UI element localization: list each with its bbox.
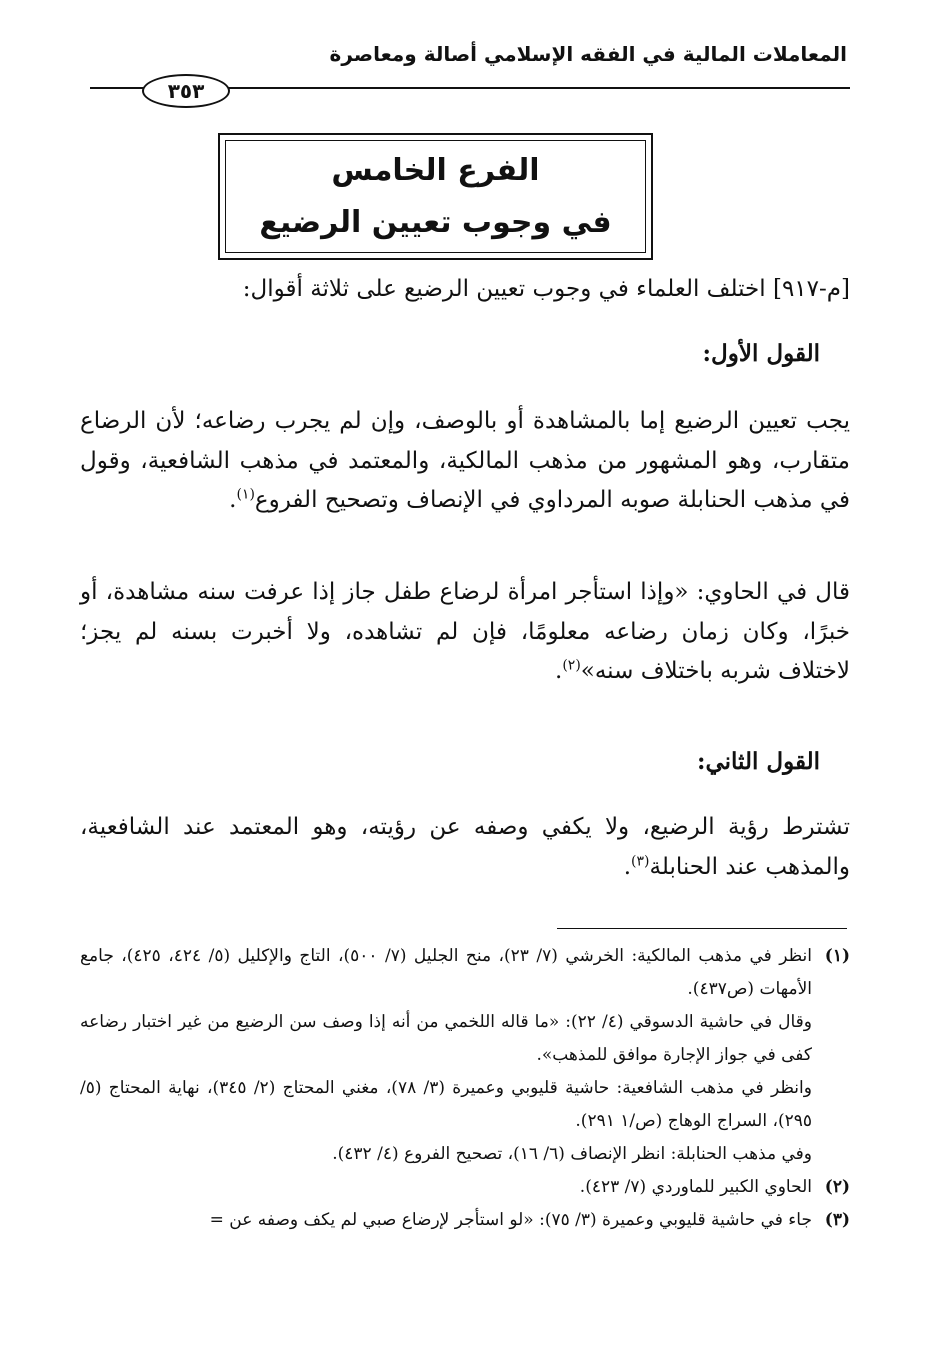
footnote-1-number: (١)	[824, 946, 850, 966]
intro-text: [م-٩١٧] اختلف العلماء في وجوب تعيين الرضيع على ثلاثة أقوال:	[242, 276, 850, 302]
footnote-1-para-3: وانظر في مذهب الشافعية: حاشية قليوبي وعميرة (٣/ ٧٨)، مغني المحتاج (٢/ ٣٤٥)، نهاية المحتاج (٥/ ٢٩٥)، السراج الوهاج (ص/١ ٢٩١).	[80, 1078, 812, 1131]
section-title-line-2: في وجوب تعيين الرضيع	[259, 204, 612, 240]
footnote-1-para-4: وفي مذهب الحنابلة: انظر الإنصاف (٦/ ١٦)، تصحيح الفروع (٤/ ٤٣٢).	[332, 1144, 812, 1164]
paragraph-second-opinion-text: تشترط رؤية الرضيع، ولا يكفي وصفه عن رؤيته، وهو المعتمد عند الشافعية، والمذهب عند الحنابلة	[80, 814, 850, 880]
paragraph-first-opinion-end: .	[229, 487, 237, 514]
footnote-ref-1: (١)	[236, 486, 255, 503]
paragraph-hawi-quote	[80, 573, 850, 692]
paragraph-hawi-quote-end: .	[555, 658, 563, 685]
paragraph-second-opinion-end: .	[623, 853, 632, 880]
paragraph-first-opinion	[80, 402, 850, 521]
footnotes	[80, 940, 850, 1237]
footnote-2	[80, 1171, 850, 1204]
footnote-2-text: الحاوي الكبير للماوردي (٧/ ٤٢٣).	[579, 1177, 812, 1197]
footnote-1-para-2: وقال في حاشية الدسوقي (٤/ ٢٢): «ما قاله اللخمي من أنه إذا وصف سن الرضيع من غير اختبار رضاعه كفى في جواز الإجارة موافق للمذهب».	[80, 1012, 812, 1065]
intro-paragraph	[80, 272, 850, 308]
footnote-1-text: انظر في مذهب المالكية: الخرشي (٧/ ٢٣)، منح الجليل (٧/ ٥٠٠)، التاج والإكليل (٥/ ٤٢٤، ٤٢٥)، جامع الأمهات (ص٤٣٧).	[80, 946, 813, 999]
footnote-3	[80, 1204, 850, 1237]
heading-first-opinion: القول الأول:	[702, 340, 820, 367]
footnote-ref-3: (٣)	[631, 852, 650, 869]
footnote-3-number: (٣)	[824, 1210, 850, 1230]
footnote-ref-2: (٢)	[562, 657, 581, 674]
footnote-2-number: (٢)	[824, 1177, 850, 1197]
footnote-separator	[557, 928, 847, 929]
footnote-3-text: جاء في حاشية قليوبي وعميرة (٣/ ٧٥): «لو استأجر لإرضاع صبي لم يكف وصفه عن =	[209, 1210, 812, 1230]
paragraph-hawi-quote-text: قال في الحاوي: «وإذا استأجر امرأة لرضاع طفل جاز إذا عرفت سنه مشاهدة، أو خبرًا، وكان زمان رضاعه معلومًا، فإن لم تشاهده، ولا أخبرت بسنه لم يجز؛ لاختلاف شربه باختلاف سنه»	[80, 579, 850, 685]
paragraph-second-opinion	[80, 808, 850, 887]
heading-second-opinion: القول الثاني:	[696, 748, 820, 775]
section-title-line-1: الفرع الخامس	[331, 152, 540, 188]
footnote-1	[80, 940, 850, 1006]
paragraph-first-opinion-text: يجب تعيين الرضيع إما بالمشاهدة أو بالوصف، وإن لم يجرب رضاعه؛ لأن الرضاع متقارب، وهو المشهور من مذهب المالكية، والمعتمد في مذهب الشافعية، وقول في مذهب الحنابلة صوبه المرداوي في الإنصاف وتصحيح الفروع	[80, 408, 850, 514]
section-title-frame	[218, 133, 653, 260]
running-title: المعاملات المالية في الفقه الإسلامي أصالة ومعاصرة	[329, 42, 847, 66]
section-title-inner-frame	[225, 140, 646, 253]
page-number: ٣٥٣	[142, 74, 230, 108]
